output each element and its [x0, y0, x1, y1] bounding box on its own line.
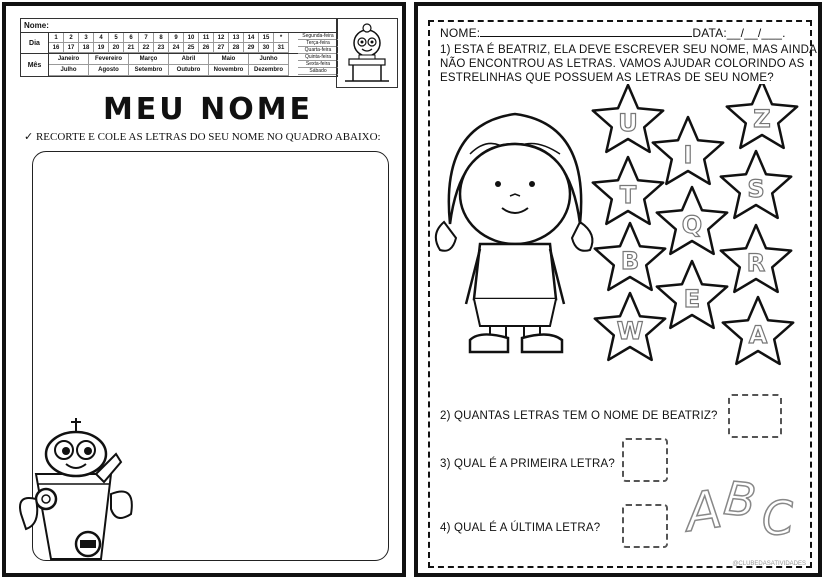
day-cell[interactable]: 25	[184, 43, 199, 53]
month-cell[interactable]: Março	[129, 54, 169, 65]
weekday-cell[interactable]: Terça-feira	[298, 40, 338, 47]
star-s[interactable]	[721, 151, 791, 218]
day-cell[interactable]: 22	[139, 43, 154, 53]
months-row	[21, 54, 337, 76]
star-w[interactable]	[595, 293, 665, 360]
left-worksheet	[2, 2, 406, 577]
day-cell[interactable]: 19	[94, 43, 109, 53]
header-table	[20, 18, 338, 77]
question-1-line-1: 1) ESTA É BEATRIZ, ELA DEVE ESCREVER SEU NOME, MAS AINDA	[440, 44, 817, 56]
instruction-text	[24, 130, 381, 143]
day-cell[interactable]: 20	[109, 43, 124, 53]
abc-illustration	[680, 462, 810, 546]
check-icon: ✓	[24, 131, 34, 143]
star-t[interactable]	[593, 157, 663, 224]
watermark: @CLUBEDASATIVIDADES	[732, 561, 806, 567]
day-cell[interactable]: 9	[169, 33, 184, 43]
day-cell[interactable]: 13	[229, 33, 244, 43]
month-cell[interactable]: Agosto	[89, 65, 129, 76]
weekdays-column	[298, 33, 338, 75]
day-cell[interactable]: 3	[79, 33, 94, 43]
header-line	[440, 26, 786, 40]
name-label: NOME:	[440, 26, 481, 40]
day-cell[interactable]: 2	[64, 33, 79, 43]
beatriz-girl-illustration	[430, 104, 600, 364]
day-cell[interactable]: 21	[124, 43, 139, 53]
day-cell[interactable]: 29	[244, 43, 259, 53]
question-3: 3) QUAL É A PRIMEIRA LETRA?	[440, 458, 615, 470]
question-4: 4) QUAL É A ÚLTIMA LETRA?	[440, 522, 601, 534]
month-cell[interactable]: Novembro	[209, 65, 249, 76]
month-cell[interactable]: Junho	[249, 54, 289, 65]
month-cell[interactable]: Maio	[209, 54, 249, 65]
month-cell[interactable]: Fevereiro	[89, 54, 129, 65]
date-label: DATA:	[692, 26, 727, 40]
star-letter: W	[616, 317, 644, 345]
day-cell[interactable]: 1	[49, 33, 64, 43]
month-cell[interactable]: Abril	[169, 54, 209, 65]
weekday-cell[interactable]: Sábado	[298, 68, 338, 75]
star-letter: S	[747, 175, 765, 203]
letter-stars	[588, 84, 808, 384]
days-grid	[49, 33, 289, 53]
day-cell[interactable]: 18	[79, 43, 94, 53]
day-cell[interactable]: 26	[199, 43, 214, 53]
month-cell[interactable]: Janeiro	[49, 54, 89, 65]
star-e[interactable]	[657, 261, 727, 328]
day-cell[interactable]: 7	[139, 33, 154, 43]
name-field[interactable]	[21, 19, 337, 33]
day-cell[interactable]: 16	[49, 43, 64, 53]
day-cell[interactable]: 4	[94, 33, 109, 43]
day-label: Dia	[21, 33, 49, 53]
weekday-cell[interactable]: Quarta-feira	[298, 47, 338, 54]
day-cell[interactable]: 30	[259, 43, 274, 53]
day-cell[interactable]: 12	[214, 33, 229, 43]
abc-letter-c: C	[759, 490, 796, 546]
weekday-cell[interactable]: Sexta-feira	[298, 61, 338, 68]
star-letter: R	[746, 249, 766, 277]
star-q[interactable]	[657, 187, 727, 254]
weekday-cell[interactable]: Quinta-feira	[298, 54, 338, 61]
star-letter: E	[683, 285, 701, 313]
star-a[interactable]	[723, 297, 793, 364]
day-cell[interactable]: 28	[229, 43, 244, 53]
name-label: Nome:	[24, 21, 49, 30]
day-cell[interactable]: 31	[274, 43, 289, 53]
month-label: Mês	[21, 54, 49, 76]
answer-box-q2[interactable]	[728, 394, 782, 438]
day-cell[interactable]: *	[274, 33, 289, 43]
star-letter: Q	[681, 211, 703, 239]
day-cell[interactable]: 6	[124, 33, 139, 43]
days-row	[21, 33, 337, 54]
star-letter: A	[748, 321, 768, 349]
instruction-label: RECORTE E COLE AS LETRAS DO SEU NOME NO QUADRO ABAIXO:	[35, 131, 381, 143]
star-z[interactable]	[727, 84, 797, 148]
star-letter: B	[620, 247, 640, 275]
star-r[interactable]	[721, 225, 791, 292]
weekday-cell[interactable]: Segunda-feira	[298, 33, 338, 40]
month-cell[interactable]: Julho	[49, 65, 89, 76]
star-letter: T	[619, 181, 637, 209]
question-1-line-3: ESTRELINHAS QUE POSSUEM AS LETRAS DE SEU NOME?	[440, 72, 774, 84]
month-cell[interactable]: Dezembro	[249, 65, 289, 76]
star-i[interactable]	[653, 117, 723, 184]
student-desk-illustration	[336, 18, 398, 88]
abc-letter-b: B	[721, 470, 759, 528]
day-cell[interactable]: 14	[244, 33, 259, 43]
star-letter: I	[683, 141, 693, 169]
abc-letter-a: A	[681, 479, 726, 545]
star-b[interactable]	[595, 223, 665, 290]
right-worksheet	[414, 2, 822, 577]
page-title: MEU NOME	[102, 92, 314, 127]
month-cell[interactable]: Outubro	[169, 65, 209, 76]
day-cell[interactable]: 24	[169, 43, 184, 53]
school-supplies-illustration	[16, 414, 146, 564]
star-letter: U	[618, 109, 638, 137]
months-grid	[49, 54, 289, 76]
answer-box-q4[interactable]	[622, 504, 668, 548]
name-blank[interactable]	[480, 27, 692, 37]
day-cell[interactable]: 15	[259, 33, 274, 43]
day-cell[interactable]: 23	[154, 43, 169, 53]
day-cell[interactable]: 8	[154, 33, 169, 43]
question-2: 2) QUANTAS LETRAS TEM O NOME DE BEATRIZ?	[440, 410, 718, 422]
day-cell[interactable]: 17	[64, 43, 79, 53]
question-1-line-2: NÃO ENCONTROU AS LETRAS. VAMOS AJUDAR COLORINDO AS	[440, 58, 805, 70]
star-letter: Z	[753, 105, 771, 133]
answer-box-q3[interactable]	[622, 438, 668, 482]
day-cell[interactable]: 27	[214, 43, 229, 53]
day-cell[interactable]: 10	[184, 33, 199, 43]
date-blanks[interactable]: __/__/___.	[726, 26, 786, 40]
day-cell[interactable]: 11	[199, 33, 214, 43]
month-cell[interactable]: Setembro	[129, 65, 169, 76]
day-cell[interactable]: 5	[109, 33, 124, 43]
